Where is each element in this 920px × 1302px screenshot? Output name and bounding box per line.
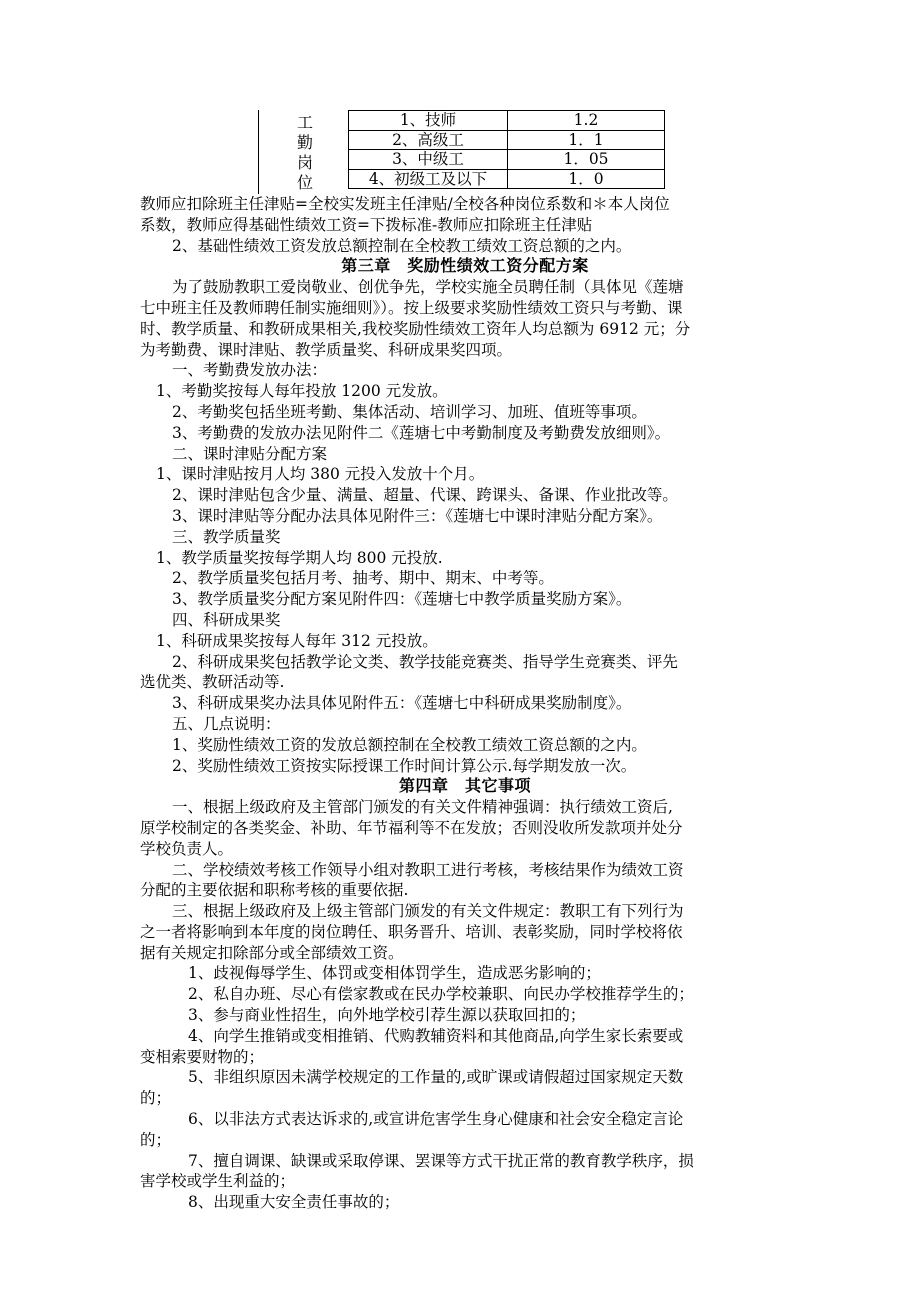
- level-cell: 3、中级工: [349, 150, 508, 170]
- side-char: 勤: [297, 133, 314, 152]
- text-line: 变相索要财物的；: [140, 1047, 265, 1066]
- text-line: 8、出现重大安全责任事故的；: [188, 1193, 400, 1212]
- text-line: 害学校或学生利益的；: [140, 1172, 296, 1191]
- text-line: 5、非组织原因未满学校规定的工作量的,或旷课或请假超过国家规定天数: [188, 1068, 684, 1087]
- text-line: 分配的主要依据和职称考核的重要依据.: [140, 881, 409, 900]
- side-char: 位: [297, 173, 314, 192]
- text-line: 3、考勤费的发放办法见附件二《莲塘七中考勤制度及考勤费发放细则》。: [172, 423, 671, 442]
- chapter-heading: 第四章 其它事项: [398, 776, 531, 796]
- text-line: 2、考勤奖包括坐班考勤、集体活动、培训学习、加班、值班等事项。: [172, 402, 647, 421]
- level-cell: 1、技师: [349, 111, 508, 131]
- text-line: 四、科研成果奖: [172, 610, 281, 629]
- text-line: 2、私自办班、尽心有偿家教或在民办学校兼职、向民办学校推荐学生的；: [188, 985, 694, 1004]
- side-char: 岗: [297, 153, 314, 172]
- text-line: 2、教学质量奖包括月考、抽考、期中、期末、中考等。: [172, 569, 554, 588]
- text-line: 一、考勤费发放办法：: [172, 361, 328, 380]
- level-cell: 2、高级工: [349, 130, 508, 150]
- text-line: 一、根据上级政府及主管部门颁发的有关文件精神强调：执行绩效工资后,: [172, 798, 673, 817]
- coef-cell: 1．1: [508, 130, 665, 150]
- text-line: 选优类、教研活动等.: [140, 673, 285, 692]
- text-line: 1、奖励性绩效工资的发放总额控制在全校教工绩效工资总额的之内。: [172, 735, 647, 754]
- text-line: 3、参与商业性招生，向外地学校引荐生源以获取回扣的；: [188, 1006, 586, 1025]
- text-line: 2、基础性绩效工资发放总额控制在全校教工绩效工资总额的之内。: [172, 236, 632, 255]
- text-line: 1、科研成果奖按每人每年 312 元投放。: [156, 631, 438, 650]
- coef-cell: 1.2: [508, 111, 665, 131]
- text-line: 原学校制定的各类奖金、补助、年节福利等不在发放；否则没收所发款项并处分: [140, 818, 683, 837]
- level-cell: 4、初级工及以下: [349, 169, 508, 189]
- text-line: 三、教学质量奖: [172, 527, 281, 546]
- text-line: 3、课时津贴等分配办法具体见附件三：《莲塘七中课时津贴分配方案》。: [172, 506, 663, 525]
- text-line: 教师应扣除班主任津贴=全校实发班主任津贴/全校各种岗位系数和＊本人岗位: [140, 195, 670, 213]
- coef-cell: 1．0: [508, 169, 665, 189]
- text-line: 6、以非法方式表达诉求的,或宣讲危害学生身心健康和社会安全稳定言论: [188, 1110, 684, 1129]
- text-line: 二、学校绩效考核工作领导小组对教职工进行考核，考核结果作为绩效工资: [172, 860, 684, 879]
- text-line: 学校负责人。: [140, 839, 234, 858]
- table-row: [349, 130, 665, 150]
- text-line: 的；: [140, 1130, 172, 1149]
- grade-coefficient-table: [348, 110, 665, 189]
- text-line: 七中班主任及教师聘任制实施细则》）。按上级要求奖励性绩效工资只与考勤、课: [140, 298, 683, 317]
- text-line: 为了鼓励教职工爱岗敬业、创优争先，学校实施全员聘任制（具体见《莲塘: [172, 278, 684, 297]
- grade-side-label: [258, 110, 349, 194]
- text-line: 据有关规定扣除部分或全部绩效工资。: [140, 943, 404, 962]
- coef-cell: 1．05: [508, 150, 665, 170]
- text-line: 3、教学质量奖分配方案见附件四：《莲塘七中教学质量奖励方案》。: [172, 590, 632, 609]
- text-line: 7、擅自调课、缺课或采取停课、罢课等方式干扰正常的教育教学秩序，损: [188, 1151, 694, 1170]
- text-line: 系数，教师应得基础性绩效工资=下拨标准-教师应扣除班主任津贴: [140, 215, 593, 234]
- table-row: [349, 169, 665, 189]
- text-line: 1、歧视侮辱学生、体罚或变相体罚学生，造成恶劣影响的；: [188, 964, 601, 983]
- text-line: 2、奖励性绩效工资按实际授课工作时间计算公示.每学期发放一次。: [172, 756, 637, 775]
- table-row: [349, 111, 665, 131]
- text-line: 4、向学生推销或变相推销、代购教辅资料和其他商品,向学生家长索要或: [188, 1026, 684, 1045]
- text-line: 1、教学质量奖按每学期人均 800 元投放.: [156, 548, 443, 567]
- text-line: 1、课时津贴按月人均 380 元投入发放十个月。: [156, 465, 485, 484]
- text-line: 2、课时津贴包含少量、满量、超量、代课、跨课头、备课、作业批改等。: [172, 486, 678, 505]
- chapter-heading: 第三章 奖励性绩效工资分配方案: [341, 256, 589, 276]
- text-line: 1、考勤奖按每人每年投放 1200 元发放。: [156, 382, 448, 401]
- text-line: 为考勤费、课时津贴、教学质量奖、科研成果奖四项。: [140, 340, 513, 359]
- text-line: 之一者将影响到本年度的岗位聘任、职务晋升、培训、表彰奖励，同时学校将依: [140, 922, 683, 941]
- document-body: [140, 194, 790, 1213]
- text-line: 的；: [140, 1089, 172, 1108]
- text-line: 二、课时津贴分配方案: [172, 444, 328, 463]
- text-line: 时、教学质量、和教研成果相关,我校奖励性绩效工资年人均总额为 6912 元；分: [140, 319, 691, 338]
- text-line: 三、根据上级政府及上级主管部门颁发的有关文件规定：教职工有下列行为: [172, 902, 684, 921]
- side-char: 工: [297, 113, 314, 132]
- text-line: 五、几点说明：: [172, 714, 281, 733]
- text-line: 3、科研成果奖办法具体见附件五：《莲塘七中科研成果奖励制度》。: [172, 694, 632, 713]
- table-row: [349, 150, 665, 170]
- text-line: 2、科研成果奖包括教学论文类、教学技能竞赛类、指导学生竞赛类、评先: [172, 652, 678, 671]
